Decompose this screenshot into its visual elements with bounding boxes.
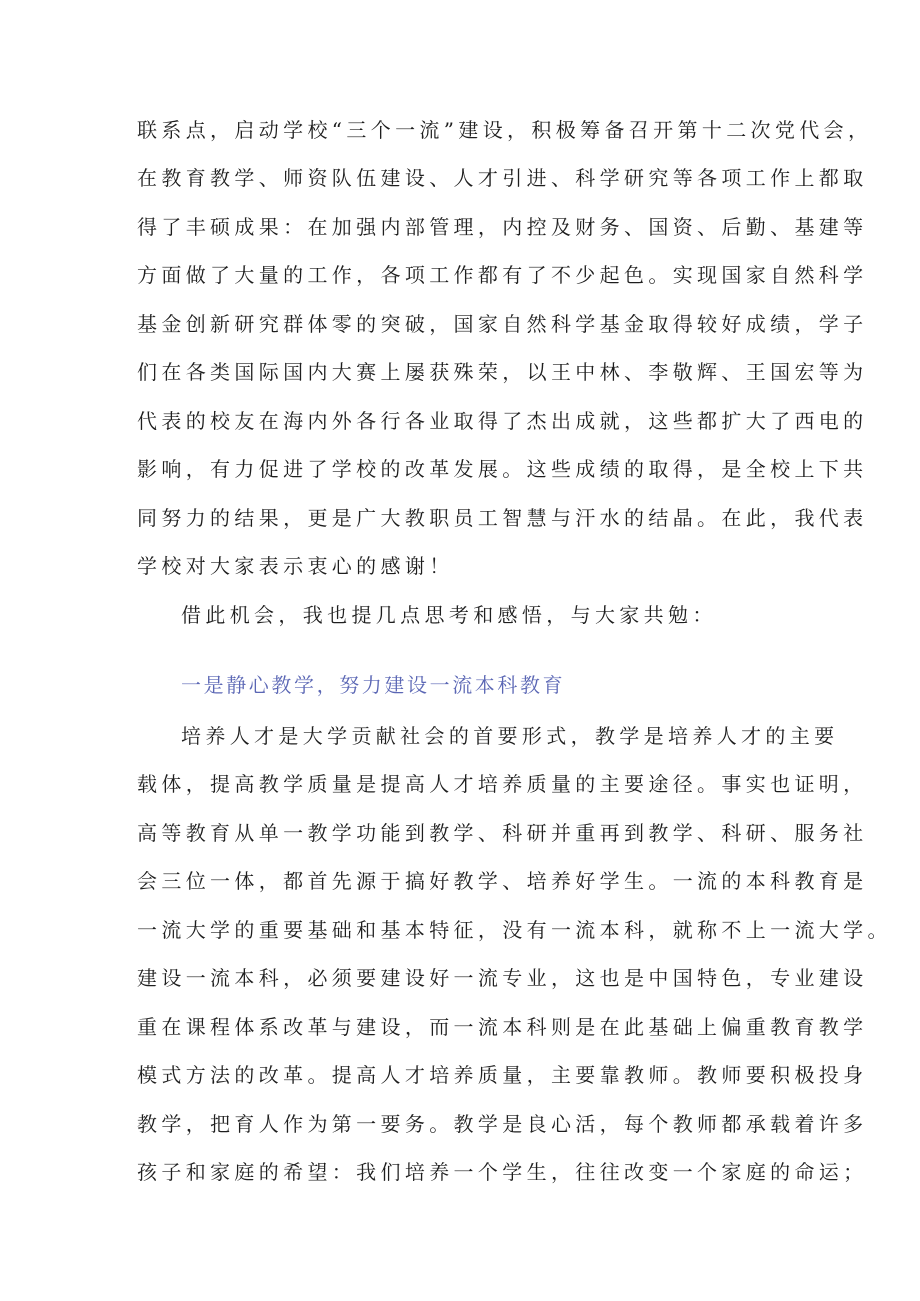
paragraph-1-line-10: 学校对大家表示衷心的感谢！ xyxy=(137,554,454,578)
paragraph-1-line-9: 同努力的结果，更是广大教职员工智慧与汗水的结晶。在此，我代表 xyxy=(137,506,868,530)
paragraph-3-line-7: 重在课程体系改革与建设，而一流本科则是在此基础上偏重教育教学 xyxy=(137,1015,868,1039)
paragraph-3-line-10: 孩子和家庭的希望：我们培养一个学生，往往改变一个家庭的命运； xyxy=(137,1160,868,1184)
paragraph-1-line-8: 影响，有力促进了学校的改革发展。这些成绩的取得，是全校上下共 xyxy=(137,457,868,481)
paragraph-1-line-4: 方面做了大量的工作，各项工作都有了不少起色。实现国家自然科学 xyxy=(137,263,868,287)
paragraph-3-line-8: 模式方法的改革。提高人才培养质量，主要靠教师。教师要积极投身 xyxy=(137,1063,868,1087)
paragraph-1-line-3: 得了丰硕成果：在加强内部管理，内控及财务、国资、后勤、基建等 xyxy=(137,215,868,239)
paragraph-1-line-7: 代表的校友在海内外各行各业取得了杰出成就，这些都扩大了西电的 xyxy=(137,409,868,433)
paragraph-3-line-4: 会三位一体，都首先源于搞好教学、培养好学生。一流的本科教育是 xyxy=(137,869,868,893)
paragraph-3-line-6: 建设一流本科，必须要建设好一流专业，这也是中国特色，专业建设 xyxy=(137,966,868,990)
paragraph-1-line-1: 联系点，启动学校“三个一流”建设，积极筹备召开第十二次党代会， xyxy=(137,118,873,142)
paragraph-2: 借此机会，我也提几点思考和感悟，与大家共勉： xyxy=(181,603,717,627)
paragraph-3-line-2: 载体，提高教学质量是提高人才培养质量的主要途径。事实也证明， xyxy=(137,772,868,796)
section-heading-1: 一是静心教学，努力建设一流本科教育 xyxy=(181,673,566,697)
paragraph-1-line-5: 基金创新研究群体零的突破，国家自然科学基金取得较好成绩，学子 xyxy=(137,312,868,336)
paragraph-1-line-2: 在教育教学、师资队伍建设、人才引进、科学研究等各项工作上都取 xyxy=(137,166,868,190)
paragraph-1-line-6: 们在各类国际国内大赛上屡获殊荣，以王中林、李敬辉、王国宏等为 xyxy=(137,360,868,384)
paragraph-3-line-9: 教学，把育人作为第一要务。教学是良心活，每个教师都承载着许多 xyxy=(137,1112,868,1136)
paragraph-3-line-5: 一流大学的重要基础和基本特征，没有一流本科，就称不上一流大学。 xyxy=(137,918,892,942)
paragraph-3-line-3: 高等教育从单一教学功能到教学、科研并重再到教学、科研、服务社 xyxy=(137,821,868,845)
paragraph-3-line-1: 培养人才是大学贡献社会的首要形式，教学是培养人才的主要 xyxy=(181,724,839,748)
